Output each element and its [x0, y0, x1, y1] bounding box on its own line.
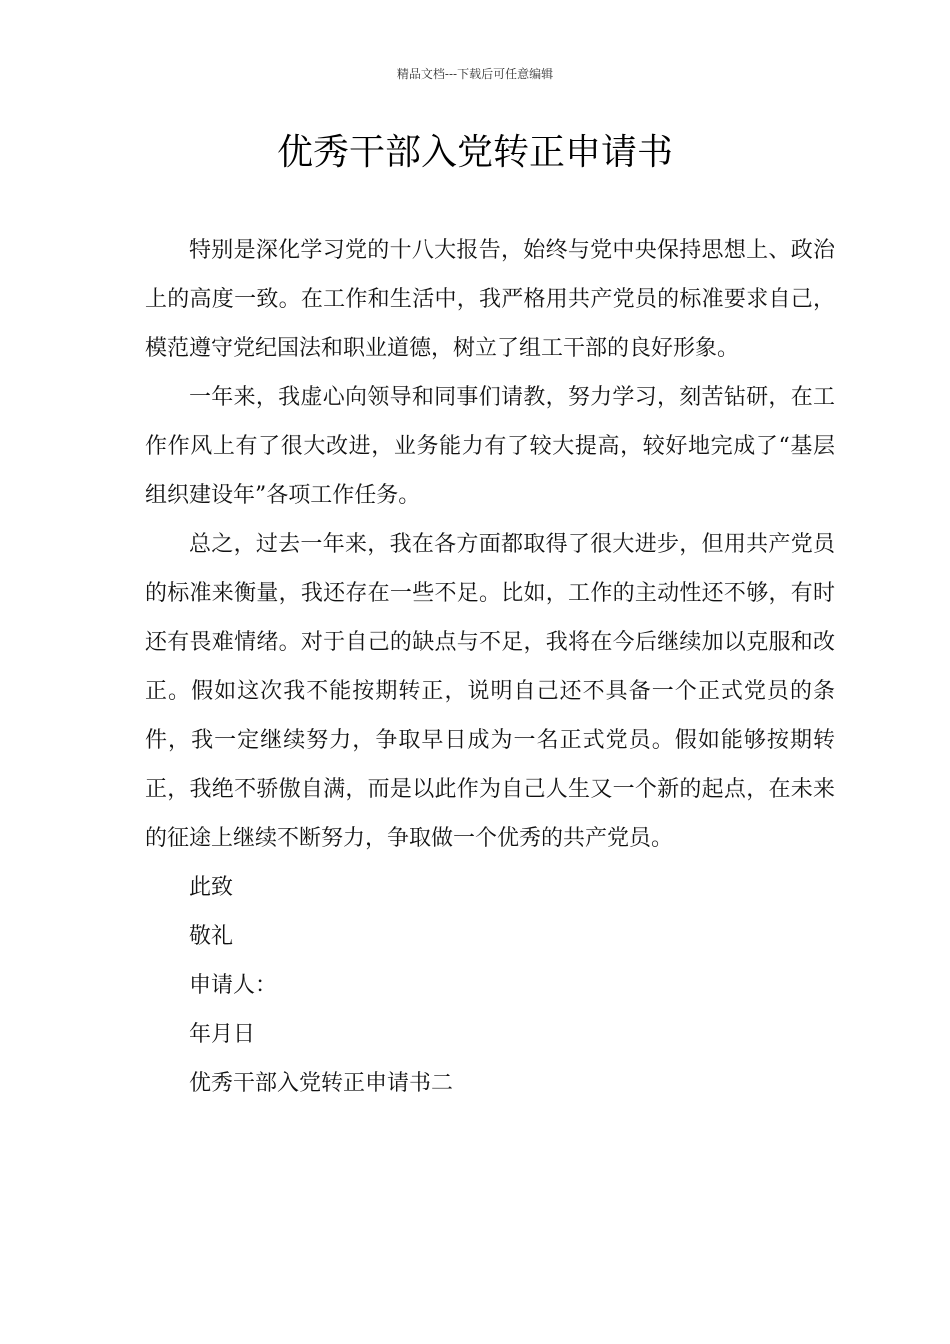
paragraph-1: 特别是深化学习党的十八大报告，始终与党中央保持思想上、政治上的高度一致。在工作和生活中，我严格用共产党员的标准要求自己，模范遵守党纪国法和职业道德，树立了组工干部的良好形象。 [145, 238, 835, 361]
page-header-note: 精品文档---下载后可任意编辑 [396, 67, 554, 81]
paragraph-3: 总之，过去一年来，我在各方面都取得了很大进步，但用共产党员的标准来衡量，我还存在一些不足。比如，工作的主动性还不够，有时还有畏难情绪。对于自己的缺点与不足，我将在今后继续加以克服和改正。假如这次我不能按期转正，说明自己还不具备一个正式党员的条件，我一定继续努力，争取早日成为一名正式党员。假如能够按期转正，我绝不骄傲自满，而是以此作为自己人生又一个新的起点，在未来的征途上继续不断努力，争取做一个优秀的共产党员。 [145, 532, 835, 851]
applicant-line: 申请人： [189, 973, 278, 998]
closing-regards: 敬礼 [189, 924, 234, 949]
closing-salutation: 此致 [189, 875, 234, 900]
paragraph-2: 一年来，我虚心向领导和同事们请教，努力学习，刻苦钻研，在工作作风上有了很大改进，业务能力有了较大提高，较好地完成了“基层组织建设年”各项工作任务。 [145, 385, 835, 508]
document-body [145, 226, 835, 1108]
date-line: 年月日 [189, 1022, 256, 1047]
document-title: 优秀干部入党转正申请书 [276, 132, 673, 173]
next-document-title: 优秀干部入党转正申请书二 [189, 1071, 454, 1096]
